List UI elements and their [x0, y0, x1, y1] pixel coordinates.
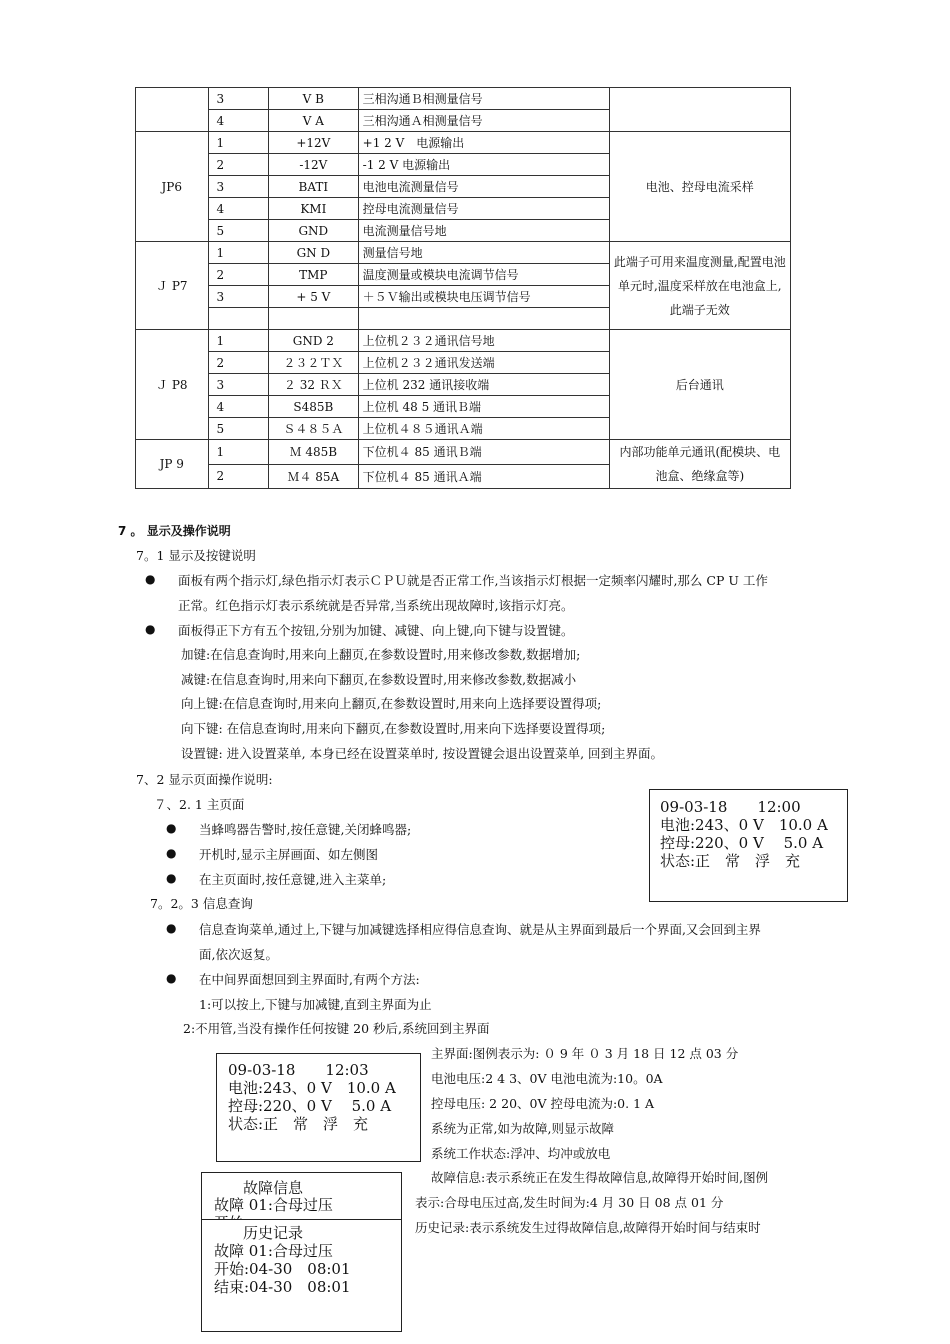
pin-name-cell: V B [269, 88, 359, 110]
bullet-icon: ● [166, 971, 177, 985]
lcd-status: 状态:正 常 浮 充 [660, 852, 801, 870]
pin-group-cell: JP 9 [136, 440, 209, 489]
lcd-fault-title: 故障信息 [243, 1179, 304, 1197]
pin-index-cell: 3 [208, 286, 268, 308]
info-query-2a: 1:可以按上,下键与加减键,直到主界面为止 [199, 997, 432, 1012]
pin-group-cell: Ｊ P7 [136, 242, 209, 330]
paragraph-indicator-lights-1: 面板有两个指示灯,绿色指示灯表示ＣＰＵ就是否正常工作,当该指示灯根据一定频率闪耀时,那么 CP U 工作 [178, 573, 768, 588]
lcd-main-screen-example [216, 1053, 421, 1162]
pin-desc-cell: 控母电流测量信号 [358, 198, 609, 220]
bullet-icon: ● [166, 871, 177, 885]
pin-desc-cell: 温度测量或模块电流调节信号 [358, 264, 609, 286]
pin-index-cell: 2 [208, 154, 268, 176]
lcd-history-title: 历史记录 [243, 1224, 304, 1242]
pin-index-cell: 5 [208, 220, 268, 242]
key-set-desc: 设置键: 进入设置菜单, 本身已经在设置菜单时, 按设置键会退出设置菜单, 回到主界面。 [181, 746, 664, 761]
key-up-desc: 向上键:在信息查询时,用来向上翻页,在参数设置时,用来向上选择要设置得项; [181, 696, 602, 711]
pin-note-cell: 内部功能单元通讯(配模块、电池盒、绝缘盒等) [609, 440, 790, 489]
pin-index-cell: 3 [208, 88, 268, 110]
pin-desc-cell: 上位机２３２通讯信号地 [358, 330, 609, 352]
lcd-fault-screen [201, 1172, 402, 1222]
info-query-2: 在中间界面想回到主界面时,有两个方法: [199, 972, 420, 987]
bullet-icon: ● [145, 572, 156, 586]
table-row [136, 242, 791, 264]
pin-note-cell: 此端子可用来温度测量,配置电池单元时,温度采样放在电池盒上,此端子无效 [609, 242, 790, 330]
bullet-icon: ● [166, 846, 177, 860]
bullet-icon: ● [166, 921, 177, 935]
paragraph-indicator-lights-2: 正常。红色指示灯表示系统就是否异常,当系统出现故障时,该指示灯亮。 [178, 598, 574, 613]
pin-group-cell [136, 88, 209, 132]
lcd-history-screen [201, 1219, 402, 1332]
pin-note-cell [609, 88, 790, 132]
pin-note-cell: 后台通讯 [609, 330, 790, 440]
lcd-battery: 电池:243、0 V 10.0 A [660, 816, 828, 834]
pin-index-cell: 4 [208, 396, 268, 418]
pin-name-cell: Ｍ４ 85A [269, 464, 359, 489]
pin-index-cell: 3 [208, 374, 268, 396]
table-row [136, 440, 791, 465]
info-query-2b: 2:不用管,当没有操作任何按键 20 秒后,系统回到主界面 [183, 1021, 490, 1036]
pin-name-cell: ２ 32 ＲＸ [269, 374, 359, 396]
table-row [136, 330, 791, 352]
explain-control-bus: 控母电压: 2 20、0V 控母电流为:0. 1 A [431, 1096, 655, 1111]
pin-table [135, 87, 791, 489]
key-plus-desc: 加键:在信息查询时,用来向上翻页,在参数设置时,用来修改参数,数据增加; [181, 647, 581, 662]
pin-desc-cell: 上位机 232 通讯接收端 [358, 374, 609, 396]
pin-desc-cell: 测量信号地 [358, 242, 609, 264]
pin-desc-cell: 下位机４ 85 通讯Ｂ端 [358, 440, 609, 465]
pin-index-cell: 5 [208, 418, 268, 440]
lcd-history-fault: 故障 01:合母过压 [214, 1242, 333, 1260]
key-down-desc: 向下键: 在信息查询时,用来向下翻页,在参数设置时,用来向下选择要设置得项; [181, 721, 606, 736]
lcd-status: 状态:正 常 浮 充 [228, 1115, 369, 1133]
section-7-2-1-heading: ７、2. 1 主页面 [154, 797, 245, 812]
pin-group-cell: JP6 [136, 132, 209, 242]
pin-desc-cell: 电池电流测量信号 [358, 176, 609, 198]
table-row [136, 88, 791, 110]
pin-name-cell: ２３２ＴＸ [269, 352, 359, 374]
pin-index-cell: 4 [208, 110, 268, 132]
pin-index-cell: 2 [208, 464, 268, 489]
lcd-datetime: 09-03-18 12:03 [228, 1061, 369, 1079]
lcd-main-screen [649, 789, 848, 902]
main-page-item-3: 在主页面时,按任意键,进入主菜单; [199, 872, 387, 887]
section-7-1-heading: 7。1 显示及按键说明 [136, 548, 256, 563]
bullet-icon: ● [145, 622, 156, 636]
explain-fault-info: 故障信息:表示系统正在发生得故障信息,故障得开始时间,图例 [431, 1170, 769, 1185]
key-minus-desc: 减键:在信息查询时,用来向下翻页,在参数设置时,用来修改参数,数据减小 [181, 672, 577, 687]
info-query-1b: 面,依次返复。 [199, 947, 278, 962]
pin-index-cell: 1 [208, 330, 268, 352]
pin-name-cell: +12V [269, 132, 359, 154]
pin-name-cell: GND 2 [269, 330, 359, 352]
pin-name-cell: GND [269, 220, 359, 242]
section-7-heading: 7 ﻿。 显示及操作说明 [118, 524, 231, 538]
explain-fault-example: 表示:合母电压过高,发生时间为:4 月 30 日 08 点 01 分 [415, 1195, 724, 1210]
pin-name-cell: S485B [269, 396, 359, 418]
bullet-icon: ● [166, 821, 177, 835]
pin-desc-cell: 上位机 48 5 通讯Ｂ端 [358, 396, 609, 418]
pin-name-cell: TMP [269, 264, 359, 286]
pin-index-cell: 4 [208, 198, 268, 220]
lcd-battery: 电池:243、0 V 10.0 A [228, 1079, 396, 1097]
pin-name-cell: BATI [269, 176, 359, 198]
section-7-2-3-heading: 7。2。3 信息查询 [150, 896, 253, 911]
pin-name-cell: Ｓ４８５Ａ [269, 418, 359, 440]
pin-name-cell: GN D [269, 242, 359, 264]
pin-index-cell: 3 [208, 176, 268, 198]
pin-index-cell: 1 [208, 242, 268, 264]
pin-name-cell: -12V [269, 154, 359, 176]
explain-history: 历史记录:表示系统发生过得故障信息,故障得开始时间与结束时 [415, 1220, 761, 1235]
pin-index-cell: 2 [208, 264, 268, 286]
pin-desc-cell: 上位机２３２通讯发送端 [358, 352, 609, 374]
lcd-control-bus: 控母:220、0 V 5.0 A [660, 834, 824, 852]
lcd-control-bus: 控母:220、0 V 5.0 A [228, 1097, 392, 1115]
pin-desc-cell: 下位机４ 85 通讯Ａ端 [358, 464, 609, 489]
main-page-item-1: 当蜂鸣器告警时,按任意键,关闭蜂鸣器; [199, 822, 412, 837]
pin-desc-cell: +1 2 V 电源输出 [358, 132, 609, 154]
section-7-2-heading: 7、2 显示页面操作说明: [136, 772, 273, 787]
pin-note-cell: 电池、控母电流采样 [609, 132, 790, 242]
pin-desc-cell: 上位机４８５通讯Ａ端 [358, 418, 609, 440]
main-page-item-2: 开机时,显示主屏画面、如左侧图 [199, 847, 378, 862]
lcd-history-start: 开始:04-30 08:01 [214, 1260, 351, 1278]
pin-name-cell: KMI [269, 198, 359, 220]
table-row [136, 132, 791, 154]
pin-index-cell [208, 308, 268, 330]
pin-desc-cell: ＋５Ｖ输出或模块电压调节信号 [358, 286, 609, 308]
pin-desc-cell: -1 2 V 电源输出 [358, 154, 609, 176]
pin-name-cell: + 5 V [269, 286, 359, 308]
explain-main-page: 主界面:图例表示为: ０ 9 年 ０ 3 月 18 日 12 点 03 分 [431, 1046, 739, 1061]
pin-name-cell [269, 308, 359, 330]
pin-index-cell: 2 [208, 352, 268, 374]
pin-group-cell: Ｊ P8 [136, 330, 209, 440]
pin-index-cell: 1 [208, 440, 268, 465]
pin-desc-cell: 电流测量信号地 [358, 220, 609, 242]
pin-name-cell: Ｍ 485B [269, 440, 359, 465]
lcd-history-end: 结束:04-30 08:01 [214, 1278, 351, 1296]
pin-desc-cell [358, 308, 609, 330]
lcd-datetime: 09-03-18 12:00 [660, 798, 801, 816]
info-query-1a: 信息查询菜单,通过上,下键与加减键选择相应得信息查询、就是从主界面到最后一个界面,又会回到主界 [199, 922, 761, 937]
pin-desc-cell: 三相沟通Ａ相测量信号 [358, 110, 609, 132]
lcd-fault-line: 故障 01:合母过压 [214, 1196, 333, 1214]
paragraph-buttons: 面板得正下方有五个按钮,分别为加键、减键、向上键,向下键与设置键。 [178, 623, 574, 638]
explain-battery: 电池电压:2 4 3、0V 电池电流为:10。0A [431, 1071, 663, 1086]
pin-desc-cell: 三相沟通Ｂ相测量信号 [358, 88, 609, 110]
pin-name-cell: V A [269, 110, 359, 132]
explain-work-status: 系统工作状态:浮冲、均冲或放电 [431, 1146, 611, 1161]
pin-index-cell: 1 [208, 132, 268, 154]
explain-system-normal: 系统为正常,如为故障,则显示故障 [431, 1121, 614, 1136]
